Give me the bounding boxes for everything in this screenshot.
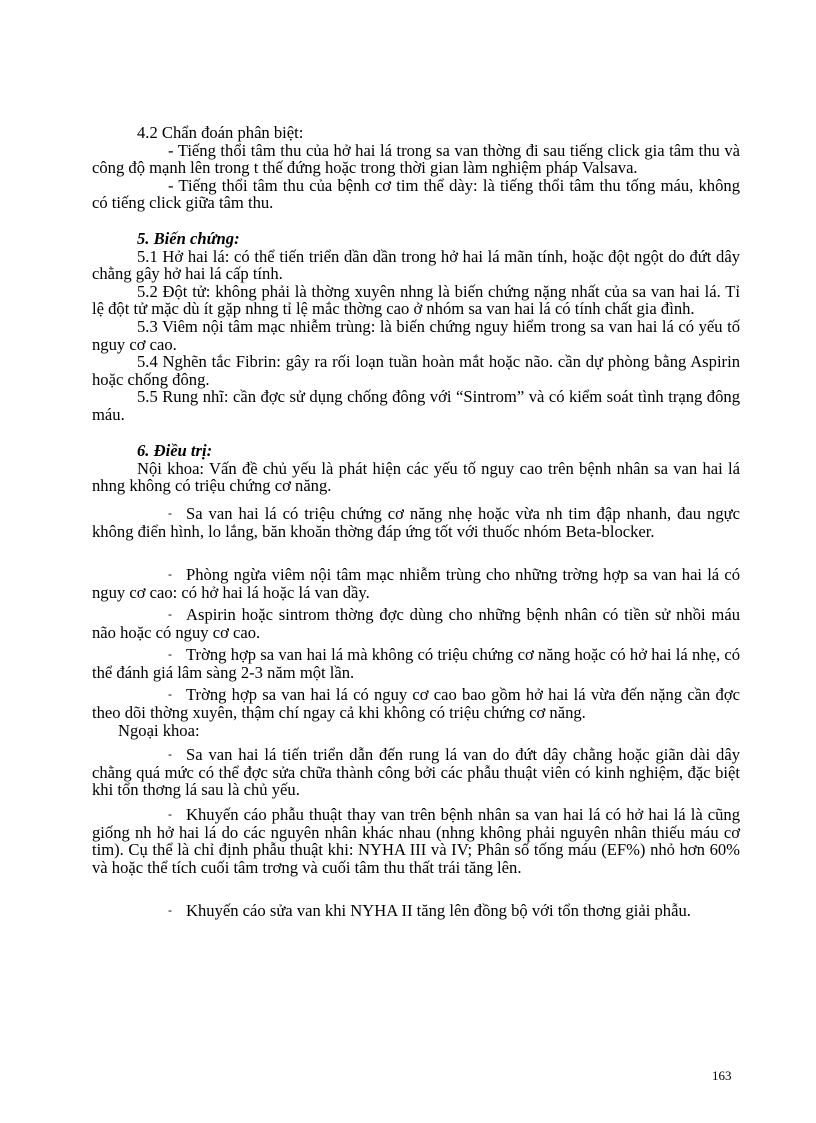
- section-5-heading: 5. Biến chứng:: [137, 229, 240, 248]
- dash-icon: -: [168, 747, 172, 761]
- dash-icon: -: [168, 607, 172, 621]
- dash-icon: -: [168, 687, 172, 701]
- ngoai-khoa-bullet-2: [92, 806, 740, 876]
- section-6-heading: 6. Điều trị:: [137, 441, 213, 460]
- ngoai-khoa-bullet-1: [92, 746, 740, 799]
- noi-khoa-intro: Nội khoa: Vấn đề chủ yếu là phát hiện các yếu tố nguy cao trên bệnh nhân sa van hai lá nhng không có triệu chứng cơ năng.: [92, 458, 740, 496]
- noi-khoa-bullet-1: [92, 505, 740, 540]
- dash-icon: -: [168, 903, 172, 917]
- noi-khoa-bullet-5: [92, 686, 740, 721]
- section-5-item-2: 5.2 Đột tử: không phải là thờng xuyên nhng là biến chứng nặng nhất của sa van hai lá. Tỉ lệ đột tử mặc dù ít gặp nhng tỉ lệ mắc thờng cao ở nhóm sa van hai lá có tính chất gia đình.: [92, 281, 740, 319]
- noi-khoa-bullet-4: [92, 646, 740, 681]
- page-number: 163: [712, 1068, 732, 1083]
- section-5: [92, 230, 740, 424]
- dash-icon: -: [168, 647, 172, 661]
- ngoai-khoa-label: Ngoại khoa:: [118, 721, 200, 740]
- section-5-item-4: 5.4 Nghẽn tắc Fibrin: gây ra rối loạn tuần hoàn mắt hoặc não. cần dự phòng bằng Aspirin hoặc chống đông.: [92, 352, 740, 389]
- section-4-2-title: 4.2 Chẩn đoán phân biệt:: [137, 123, 304, 142]
- section-5-item-1: 5.1 Hở hai lá: có thể tiến triển dần dần trong hở hai lá mãn tính, hoặc đột ngột do đứt dây chằng gây hở hai lá cấp tính.: [92, 246, 740, 284]
- noi-khoa-bullet-4-text: Trờng hợp sa van hai lá mà không có triệu chứng cơ năng hoặc có hở hai lá nhẹ, có thể đánh giá lâm sàng 2-3 năm một lần.: [92, 645, 740, 682]
- section-6: [92, 442, 740, 495]
- dash-icon: -: [168, 567, 172, 581]
- noi-khoa-bullet-1-text: Sa van hai lá có triệu chứng cơ năng nhẹ hoặc vừa nh tim đập nhanh, đau ngực không điển hình, lo lắng, băn khoăn thờng đáp ứng tốt với thuốc nhóm Beta-blocker.: [92, 504, 740, 541]
- dash-icon: -: [168, 807, 172, 821]
- ngoai-khoa-bullet-1-text: Sa van hai lá tiến triển dẫn đến rung lá van do đứt dây chằng hoặc giãn dài dây chằng quá mức có thể đợc sửa chữa thành công bởi các phẫu thuật viên có kinh nghiệm, đặc biệt khi tổn thơng lá sau là chủ yếu.: [92, 745, 740, 800]
- noi-khoa-bullet-3-text: Aspirin hoặc sintrom thờng đợc dùng cho những bệnh nhân có tiền sử nhồi máu não hoặc có nguy cơ cao.: [92, 605, 740, 642]
- ngoai-khoa-bullet-2-text: Khuyến cáo phẫu thuật thay van trên bệnh nhân sa van hai lá có hở hai lá là cũng giống nh hở hai lá do các nguyên nhân khác nhau (nhng không phải nguyên nhân thiếu máu cơ tim). Cụ thể là chỉ định phẫu thuật khi: NYHA III và IV; Phân số tống máu (EF%) nhỏ hơn 60% và hoặc thể tích cuối tâm trơng và cuối tâm thu thất trái tăng lên.: [92, 805, 740, 877]
- ngoai-khoa-bullet-3: [92, 902, 740, 920]
- section-4-2-paragraph-1: - Tiếng thổi tâm thu của hở hai lá trong sa van thờng đi sau tiếng click gia tâm thu và công độ mạnh lên trong t thế đứng hoặc trong thời gian làm nghiệm pháp Valsava.: [92, 140, 740, 178]
- section-5-item-3: 5.3 Viêm nội tâm mạc nhiễm trùng: là biến chứng nguy hiểm trong sa van hai lá có yếu tố nguy cơ cao.: [92, 316, 740, 354]
- section-4-2: [92, 124, 740, 212]
- noi-khoa-bullet-3: [92, 606, 740, 641]
- section-5-item-5: 5.5 Rung nhĩ: cần đợc sử dụng chống đông với “Sintrom” và có kiểm soát tình trạng đông máu.: [92, 387, 740, 424]
- noi-khoa-bullet-2: [92, 566, 740, 601]
- noi-khoa-bullet-2-text: Phòng ngừa viêm nội tâm mạc nhiễm trùng cho những trờng hợp sa van hai lá có nguy cơ cao: có hở hai lá hoặc lá van dầy.: [92, 565, 740, 602]
- noi-khoa-bullet-5-text: Trờng hợp sa van hai lá có nguy cơ cao bao gồm hở hai lá vừa đến nặng cần đợc theo dõi thờng xuyên, thậm chí ngay cả khi không có triệu chứng cơ năng.: [92, 685, 740, 722]
- ngoai-khoa-bullet-3-text: Khuyến cáo sửa van khi NYHA II tăng lên đồng bộ với tổn thơng giải phẫu.: [186, 901, 691, 920]
- section-4-2-paragraph-2: - Tiếng thổi tâm thu của bệnh cơ tim thể dày: là tiếng thổi tâm thu tống máu, không có tiếng click giữa tâm thu.: [92, 175, 740, 213]
- dash-icon: -: [168, 506, 172, 520]
